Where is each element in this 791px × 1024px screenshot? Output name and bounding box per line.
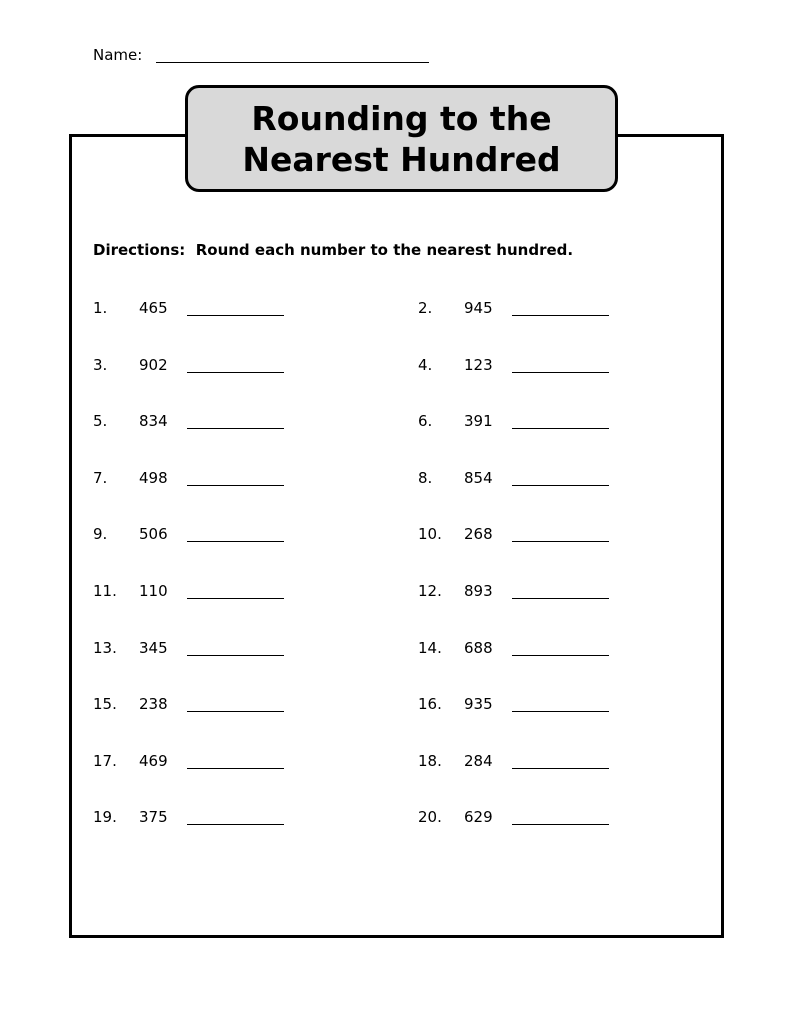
problem-number: 14. (418, 639, 442, 657)
problem-value: 945 (464, 299, 493, 317)
answer-blank[interactable] (512, 315, 609, 316)
problem-number: 8. (418, 469, 433, 487)
answer-blank[interactable] (187, 372, 284, 373)
answer-blank[interactable] (187, 541, 284, 542)
problem-number: 18. (418, 752, 442, 770)
title-line-2: Nearest Hundred (242, 139, 561, 179)
answer-blank[interactable] (187, 768, 284, 769)
answer-blank[interactable] (187, 598, 284, 599)
problem-value: 123 (464, 356, 493, 374)
answer-blank[interactable] (187, 711, 284, 712)
problem-number: 20. (418, 808, 442, 826)
problem-number: 16. (418, 695, 442, 713)
problem-value: 506 (139, 525, 168, 543)
answer-blank[interactable] (512, 711, 609, 712)
problem-value: 902 (139, 356, 168, 374)
problem-number: 19. (93, 808, 117, 826)
name-label: Name: (93, 46, 143, 64)
problem-value: 498 (139, 469, 168, 487)
problem-number: 2. (418, 299, 433, 317)
problem-value: 465 (139, 299, 168, 317)
problem-number: 3. (93, 356, 108, 374)
answer-blank[interactable] (512, 598, 609, 599)
problem-number: 4. (418, 356, 433, 374)
problem-number: 11. (93, 582, 117, 600)
answer-blank[interactable] (512, 768, 609, 769)
problem-value: 284 (464, 752, 493, 770)
problem-value: 688 (464, 639, 493, 657)
problem-number: 12. (418, 582, 442, 600)
name-row (93, 46, 429, 64)
problem-value: 854 (464, 469, 493, 487)
answer-blank[interactable] (512, 541, 609, 542)
answer-blank[interactable] (187, 655, 284, 656)
problem-value: 893 (464, 582, 493, 600)
answer-blank[interactable] (187, 485, 284, 486)
answer-blank[interactable] (512, 428, 609, 429)
problem-number: 6. (418, 412, 433, 430)
problem-value: 375 (139, 808, 168, 826)
answer-blank[interactable] (187, 824, 284, 825)
problem-number: 9. (93, 525, 108, 543)
problem-number: 7. (93, 469, 108, 487)
problem-number: 17. (93, 752, 117, 770)
problem-number: 13. (93, 639, 117, 657)
answer-blank[interactable] (512, 372, 609, 373)
answer-blank[interactable] (512, 824, 609, 825)
answer-blank[interactable] (512, 655, 609, 656)
problem-value: 469 (139, 752, 168, 770)
answer-blank[interactable] (187, 428, 284, 429)
problem-number: 5. (93, 412, 108, 430)
answer-blank[interactable] (512, 485, 609, 486)
problem-number: 15. (93, 695, 117, 713)
name-field[interactable] (156, 46, 429, 63)
title-line-1: Rounding to the (251, 98, 552, 138)
problem-value: 268 (464, 525, 493, 543)
problem-value: 238 (139, 695, 168, 713)
title-box (185, 85, 618, 192)
problem-value: 629 (464, 808, 493, 826)
problem-value: 935 (464, 695, 493, 713)
problem-number: 10. (418, 525, 442, 543)
problem-value: 834 (139, 412, 168, 430)
problem-number: 1. (93, 299, 108, 317)
problem-value: 391 (464, 412, 493, 430)
problem-value: 110 (139, 582, 168, 600)
problem-value: 345 (139, 639, 168, 657)
directions-text: Directions: Round each number to the nearest hundred. (93, 241, 574, 259)
answer-blank[interactable] (187, 315, 284, 316)
